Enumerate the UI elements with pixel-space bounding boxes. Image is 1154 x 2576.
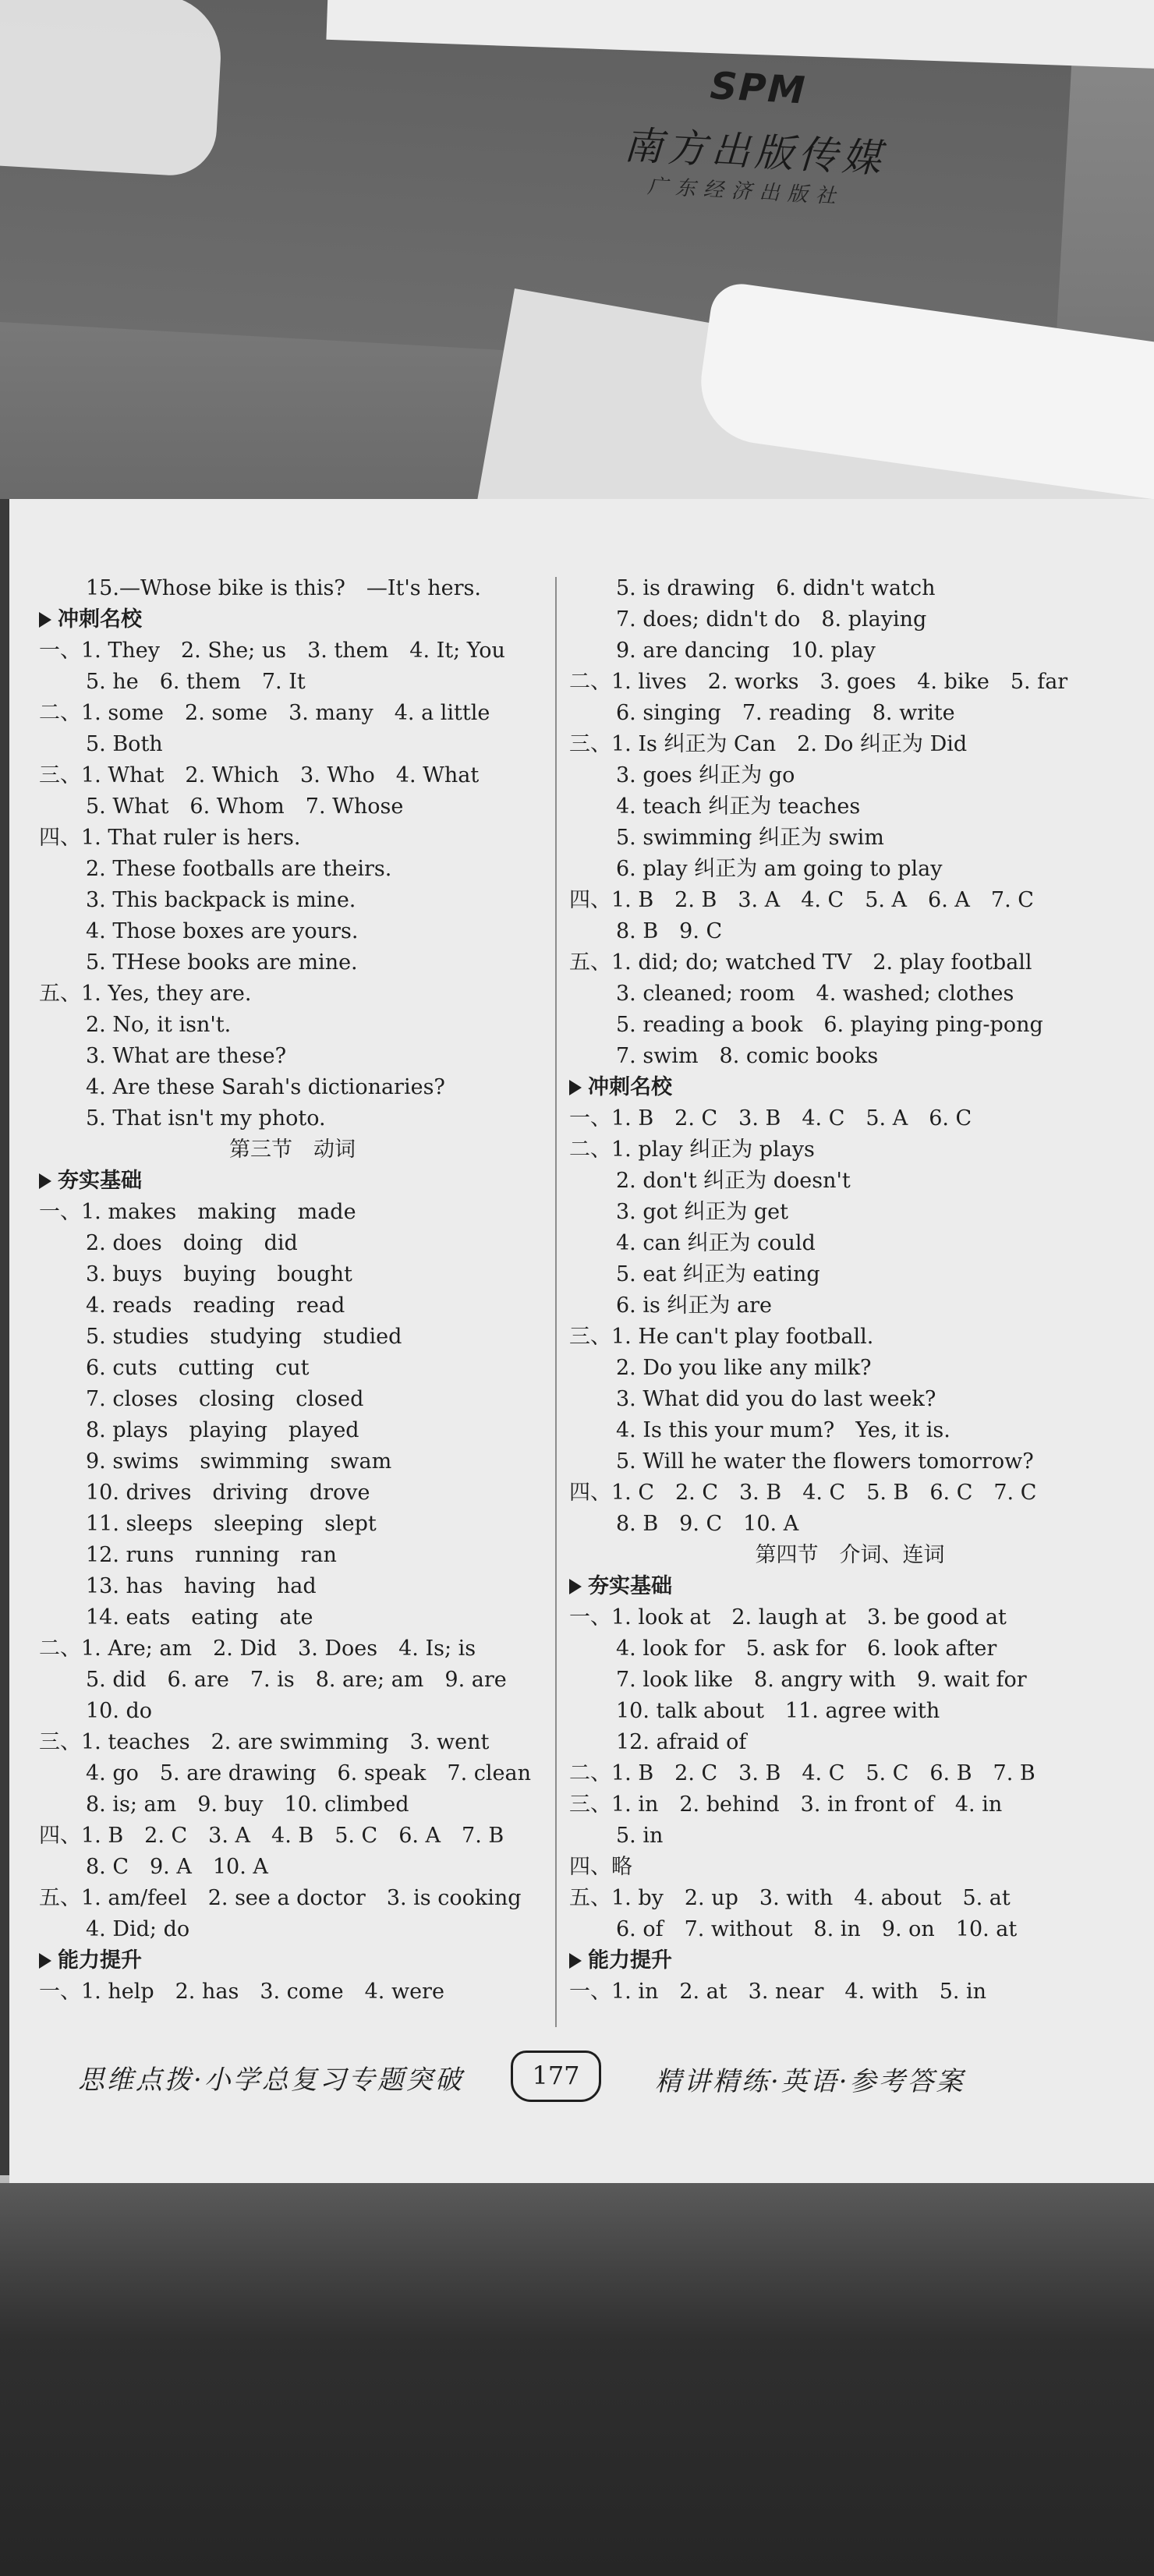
answer-line xyxy=(39,1602,546,1633)
answer-text: 三、1. He can't play football. xyxy=(569,1325,874,1349)
answer-text: 5. in xyxy=(616,1824,664,1848)
answer-line xyxy=(39,854,546,885)
answer-text: 四、1. C 2. C 3. B 4. C 5. B 6. C 7. C xyxy=(569,1481,1037,1505)
answer-text: 2. don't 纠正为 doesn't xyxy=(616,1169,851,1193)
section-header xyxy=(39,604,546,635)
answer-line xyxy=(569,604,1131,635)
answer-line xyxy=(39,698,546,729)
answer-line xyxy=(39,1041,546,1072)
answer-text: 7. closes closing closed xyxy=(86,1387,364,1411)
answer-text: 一、1. They 2. She; us 3. them 4. It; You xyxy=(39,639,505,663)
section-header-label: 夯实基础 xyxy=(58,1169,142,1193)
answer-line xyxy=(569,1041,1131,1072)
page-number: 177 xyxy=(511,2051,601,2102)
answer-line xyxy=(569,1134,1131,1166)
answer-text: 8. B 9. C 10. A xyxy=(616,1512,799,1536)
answer-text: 2. No, it isn't. xyxy=(86,1013,232,1037)
answer-text: 五、1. am/feel 2. see a doctor 3. is cooking xyxy=(39,1886,522,1910)
answer-line xyxy=(569,1228,1131,1259)
answer-text: 4. can 纠正为 could xyxy=(616,1231,816,1255)
answer-text: 二、1. Are; am 2. Did 3. Does 4. Is; is xyxy=(39,1637,476,1661)
answer-line xyxy=(39,1633,546,1665)
answer-line xyxy=(39,1384,546,1415)
answer-line xyxy=(569,1010,1131,1041)
answer-text: 5. Both xyxy=(86,732,163,756)
page-footer xyxy=(47,2051,1123,2105)
answer-line xyxy=(39,1322,546,1353)
answer-text: 三、1. What 2. Which 3. Who 4. What xyxy=(39,763,480,787)
answer-line xyxy=(39,1415,546,1446)
answer-text: 6. singing 7. reading 8. write xyxy=(616,701,955,725)
answer-text: 3. What did you do last week? xyxy=(616,1387,936,1411)
answer-text: 5. What 6. Whom 7. Whose xyxy=(86,794,404,819)
answer-line xyxy=(569,573,1131,604)
answer-line xyxy=(39,1789,546,1821)
answer-line xyxy=(569,1976,1131,2008)
answer-line xyxy=(39,947,546,978)
answer-text: 6. cuts cutting cut xyxy=(86,1356,310,1380)
section-header-label: 冲刺名校 xyxy=(588,1075,672,1099)
answer-line xyxy=(39,1477,546,1509)
footer-book-title: 思维点拨·小学总复习专题突破 xyxy=(78,2065,464,2096)
answer-text: 4. reads reading read xyxy=(86,1293,345,1318)
answer-line xyxy=(39,1353,546,1384)
answer-line xyxy=(39,760,546,791)
answer-line xyxy=(39,1852,546,1883)
answer-text: 8. is; am 9. buy 10. climbed xyxy=(86,1792,409,1817)
answer-line xyxy=(569,1727,1131,1758)
answer-text: 5. swimming 纠正为 swim xyxy=(616,826,884,850)
answer-text: 四、1. That ruler is hers. xyxy=(39,826,301,850)
answer-text: 二、1. lives 2. works 3. goes 4. bike 5. far xyxy=(569,670,1068,694)
answer-line xyxy=(569,1509,1131,1540)
page-shadow xyxy=(0,2183,1154,2576)
answer-line xyxy=(39,1976,546,2008)
answer-line xyxy=(39,1821,546,1852)
answer-text: 13. has having had xyxy=(86,1574,317,1598)
answer-text: 2. These footballs are theirs. xyxy=(86,857,392,881)
left-column xyxy=(39,573,546,2008)
answer-line xyxy=(39,1914,546,1945)
answer-text: 4. Are these Sarah's dictionaries? xyxy=(86,1075,445,1099)
answer-line xyxy=(569,916,1131,947)
answer-text: 4. teach 纠正为 teaches xyxy=(616,794,861,819)
answer-text: 2. Do you like any milk? xyxy=(616,1356,872,1380)
answer-line xyxy=(569,760,1131,791)
answer-text: 10. talk about 11. agree with xyxy=(616,1699,940,1723)
answer-text: 10. do xyxy=(86,1699,153,1723)
column-divider xyxy=(555,577,557,2027)
answer-line xyxy=(569,1602,1131,1633)
answer-text: 6. of 7. without 8. in 9. on 10. at xyxy=(616,1917,1018,1941)
answer-text: 3. This backpack is mine. xyxy=(86,888,356,912)
answer-text: 4. Those boxes are yours. xyxy=(86,919,359,943)
answer-text: 2. does doing did xyxy=(86,1231,298,1255)
answer-text: 4. go 5. are drawing 6. speak 7. clean xyxy=(86,1761,531,1785)
section-header-label: 能力提升 xyxy=(58,1948,142,1973)
answer-line xyxy=(569,1852,1131,1883)
answer-text: 3. cleaned; room 4. washed; clothes xyxy=(616,982,1014,1006)
publisher-subtitle: 广东经济出版社 xyxy=(646,175,844,209)
answer-line xyxy=(569,1322,1131,1353)
answer-line xyxy=(569,1477,1131,1509)
answer-line xyxy=(39,1228,546,1259)
answer-text: 四、略 xyxy=(569,1855,632,1879)
footer-subject: 精讲精练·英语·参考答案 xyxy=(655,2066,965,2097)
answer-line xyxy=(39,791,546,823)
section-header xyxy=(569,1945,1131,1976)
answer-line xyxy=(569,1446,1131,1477)
answer-line xyxy=(39,1197,546,1228)
answer-text: 4. Did; do xyxy=(86,1917,190,1941)
answer-text: 二、1. play 纠正为 plays xyxy=(569,1138,815,1162)
answer-text: 五、1. did; do; watched TV 2. play football xyxy=(569,950,1032,975)
answer-text: 四、1. B 2. C 3. A 4. B 5. C 6. A 7. B xyxy=(39,1824,504,1848)
answer-line xyxy=(39,1509,546,1540)
section-header xyxy=(39,1945,546,1976)
answer-text: 一、1. in 2. at 3. near 4. with 5. in xyxy=(569,1980,987,2004)
answer-text: 五、1. by 2. up 3. with 4. about 5. at xyxy=(569,1886,1011,1910)
section-header-label: 夯实基础 xyxy=(588,1574,672,1598)
answer-line xyxy=(39,1259,546,1290)
answer-line xyxy=(39,573,546,604)
answer-text: 15.—Whose bike is this? —It's hers. xyxy=(86,576,481,600)
section-header xyxy=(569,1571,1131,1602)
answer-text: 9. are dancing 10. play xyxy=(616,639,876,663)
answer-line xyxy=(39,916,546,947)
right-column xyxy=(569,573,1131,2008)
answer-line xyxy=(569,1259,1131,1290)
answer-text: 3. got 纠正为 get xyxy=(616,1200,789,1224)
answer-text: 5. did 6. are 7. is 8. are; am 9. are xyxy=(86,1668,507,1692)
answer-text: 4. Is this your mum? Yes, it is. xyxy=(616,1418,950,1442)
answer-text: 6. is 纠正为 are xyxy=(616,1293,772,1318)
answer-line xyxy=(569,791,1131,823)
answer-text: 三、1. teaches 2. are swimming 3. went xyxy=(39,1730,490,1754)
answer-line xyxy=(569,1290,1131,1322)
answer-line xyxy=(569,635,1131,667)
answer-line xyxy=(39,1290,546,1322)
answer-text: 3. goes 纠正为 go xyxy=(616,763,795,787)
answer-text: 7. swim 8. comic books xyxy=(616,1044,879,1068)
answer-line xyxy=(569,854,1131,885)
answer-text: 5. Will he water the flowers tomorrow? xyxy=(616,1449,1034,1474)
answer-line xyxy=(569,1821,1131,1852)
answer-text: 三、1. in 2. behind 3. in front of 4. in xyxy=(569,1792,1003,1817)
answer-text: 二、1. some 2. some 3. many 4. a little xyxy=(39,701,490,725)
answer-text: 三、1. Is 纠正为 Can 2. Do 纠正为 Did xyxy=(569,732,968,756)
answer-line xyxy=(569,1696,1131,1727)
section-header xyxy=(569,1072,1131,1103)
answer-line xyxy=(39,1103,546,1134)
answer-line xyxy=(39,635,546,667)
answer-line xyxy=(569,667,1131,698)
answer-text: 一、1. help 2. has 3. come 4. were xyxy=(39,1980,444,2004)
answer-text: 6. play 纠正为 am going to play xyxy=(616,857,943,881)
answer-text: 4. look for 5. ask for 6. look after xyxy=(616,1637,997,1661)
answer-line xyxy=(569,1758,1131,1789)
answer-line xyxy=(569,1415,1131,1446)
chapter-title-label: 第三节 动词 xyxy=(229,1138,356,1162)
triangle-bullet-icon xyxy=(569,1080,582,1095)
answer-line xyxy=(39,729,546,760)
answer-line xyxy=(39,1571,546,1602)
answer-text: 5. is drawing 6. didn't watch xyxy=(616,576,936,600)
answer-line xyxy=(39,1540,546,1571)
answer-text: 8. B 9. C xyxy=(616,919,723,943)
answer-line xyxy=(39,1727,546,1758)
answer-line xyxy=(39,1758,546,1789)
answer-line xyxy=(39,823,546,854)
brand-logo: SPM xyxy=(709,64,808,113)
section-header-label: 能力提升 xyxy=(588,1948,672,1973)
cover-flap xyxy=(0,0,224,178)
answer-line xyxy=(569,1789,1131,1821)
answer-text: 五、1. Yes, they are. xyxy=(39,982,252,1006)
answer-line xyxy=(39,667,546,698)
answer-line xyxy=(39,978,546,1010)
answer-text: 9. swims swimming swam xyxy=(86,1449,392,1474)
answer-line xyxy=(39,1072,546,1103)
answer-line xyxy=(569,978,1131,1010)
answer-text: 12. runs running ran xyxy=(86,1543,337,1567)
answer-line xyxy=(569,1166,1131,1197)
answer-line xyxy=(569,1633,1131,1665)
answer-line xyxy=(39,1010,546,1041)
answer-text: 7. look like 8. angry with 9. wait for xyxy=(616,1668,1027,1692)
answer-line xyxy=(569,1197,1131,1228)
answer-line xyxy=(569,1914,1131,1945)
answer-line xyxy=(569,823,1131,854)
answer-line xyxy=(39,1665,546,1696)
answer-text: 一、1. B 2. C 3. B 4. C 5. A 6. C xyxy=(569,1106,972,1131)
answer-line xyxy=(39,1446,546,1477)
triangle-bullet-icon xyxy=(39,1173,51,1189)
publisher-logo: 南方出版传媒 xyxy=(622,122,887,182)
answer-text: 10. drives driving drove xyxy=(86,1481,370,1505)
section-header xyxy=(39,1166,546,1197)
chapter-title-label: 第四节 介词、连词 xyxy=(755,1543,945,1567)
answer-text: 12. afraid of xyxy=(616,1730,747,1754)
answer-text: 11. sleeps sleeping slept xyxy=(86,1512,377,1536)
answer-text: 四、1. B 2. B 3. A 4. C 5. A 6. A 7. C xyxy=(569,888,1034,912)
answer-text: 8. plays playing played xyxy=(86,1418,359,1442)
answer-text: 5. eat 纠正为 eating xyxy=(616,1262,820,1286)
triangle-bullet-icon xyxy=(569,1579,582,1594)
answer-text: 7. does; didn't do 8. playing xyxy=(616,607,927,632)
answer-text: 5. reading a book 6. playing ping-pong xyxy=(616,1013,1043,1037)
answer-text: 3. buys buying bought xyxy=(86,1262,352,1286)
section-header-label: 冲刺名校 xyxy=(58,607,142,632)
answer-text: 一、1. makes making made xyxy=(39,1200,356,1224)
triangle-bullet-icon xyxy=(569,1953,582,1969)
answer-text: 二、1. B 2. C 3. B 4. C 5. C 6. B 7. B xyxy=(569,1761,1035,1785)
answer-line xyxy=(569,1103,1131,1134)
chapter-title xyxy=(569,1540,1131,1571)
answer-line xyxy=(39,885,546,916)
answer-text: 5. studies studying studied xyxy=(86,1325,402,1349)
answer-line xyxy=(39,1696,546,1727)
answer-line xyxy=(569,729,1131,760)
answer-line xyxy=(569,698,1131,729)
answer-text: 14. eats eating ate xyxy=(86,1605,313,1629)
triangle-bullet-icon xyxy=(39,1953,51,1969)
answer-line xyxy=(569,1883,1131,1914)
answer-line xyxy=(39,1883,546,1914)
answer-text: 3. What are these? xyxy=(86,1044,287,1068)
chapter-title xyxy=(39,1134,546,1166)
answer-text: 8. C 9. A 10. A xyxy=(86,1855,268,1879)
triangle-bullet-icon xyxy=(39,612,51,628)
answer-text: 一、1. look at 2. laugh at 3. be good at xyxy=(569,1605,1007,1629)
answer-line xyxy=(569,1665,1131,1696)
answer-line xyxy=(569,1353,1131,1384)
answer-text: 5. THese books are mine. xyxy=(86,950,358,975)
answer-line xyxy=(569,885,1131,916)
answer-line xyxy=(569,947,1131,978)
answer-text: 5. That isn't my photo. xyxy=(86,1106,326,1131)
answer-line xyxy=(569,1384,1131,1415)
answer-text: 5. he 6. them 7. It xyxy=(86,670,306,694)
